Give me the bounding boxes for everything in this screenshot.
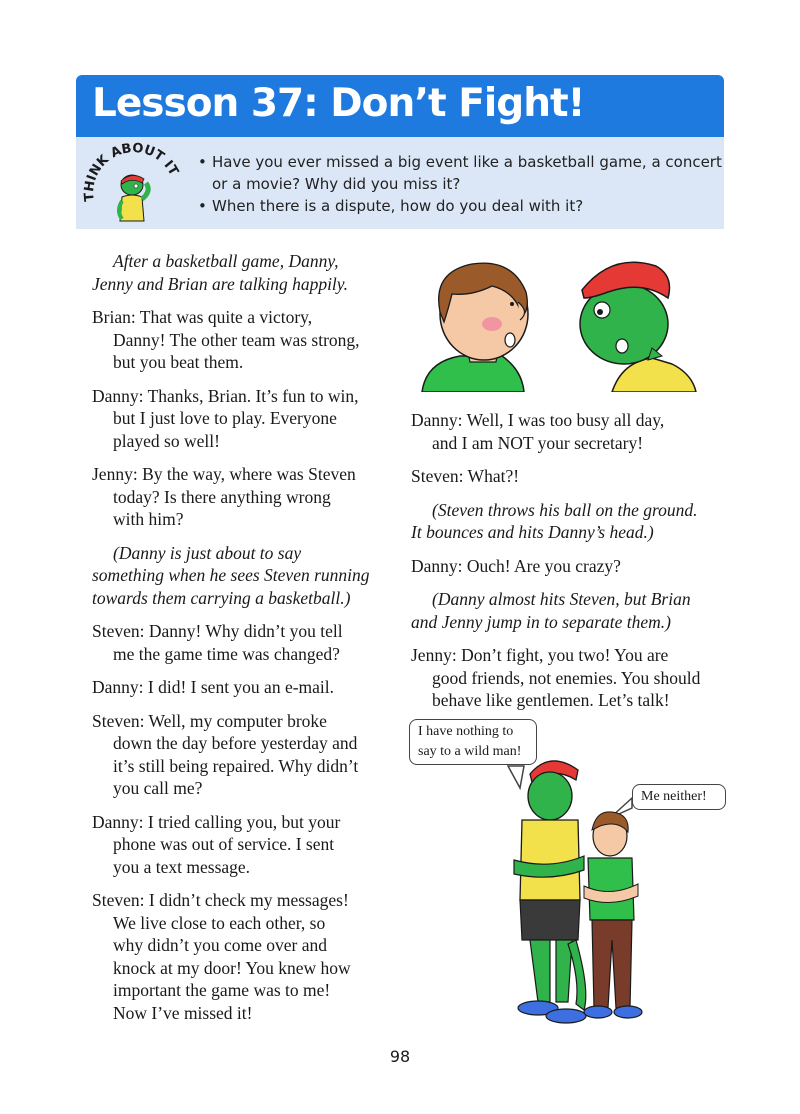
dialogue-line: Danny: Ouch! Are you crazy? [411, 555, 621, 576]
think-about-it-box [76, 137, 724, 229]
dialogue-left-column [92, 250, 394, 1035]
dialogue-line: Danny: Well, I was too busy all day, and I am NOT your secretary! [411, 410, 665, 453]
dialogue-line: Jenny: By the way, where was Steven today? Is there anything wrong with him? [92, 464, 356, 529]
standoff-illustration [480, 740, 660, 1030]
dialogue-line: Steven: I didn’t check my messages! We live close to each other, so why didn’t you come over and knock at my door! You knew how important the game was to me! Now I’ve missed it! [92, 890, 351, 1023]
page-number: 98 [389, 1047, 411, 1066]
dialogue-line: Danny: Thanks, Brian. It’s fun to win, but I just love to play. Everyone played so well! [92, 385, 359, 451]
think-about-it-label: THINK ABOUT IT [82, 141, 181, 203]
think-bullet: • When there is a dispute, how do you deal with it? [198, 197, 584, 215]
lesson-title: Lesson 37: Don’t Fight! [92, 81, 585, 126]
steven-speech-bubble: I have nothing to say to a wild man! [409, 719, 537, 765]
argument-illustration [412, 252, 702, 392]
danny-face-illustration [422, 263, 528, 392]
steven-body-illustration [514, 761, 586, 1023]
think-about-it-mascot [82, 141, 182, 225]
danny-speech-bubble: Me neither! [632, 784, 726, 810]
steven-face-illustration [580, 262, 696, 392]
stage-direction: (Steven throws his ball on the ground. It bounces and hits Danny’s head.) [411, 499, 698, 542]
dialogue-right-column [411, 409, 733, 723]
dialogue-line: Danny: I did! I sent you an e-mail. [92, 677, 335, 697]
dialogue-line: Danny: I tried calling you, but your phone was out of service. I sent you a text message. [92, 811, 341, 877]
danny-body-illustration [584, 812, 642, 1018]
think-about-it-list [198, 151, 722, 217]
think-bullet: • Have you ever missed a big event like a basketball game, a concert or a movie? Why did you miss it? [198, 153, 722, 193]
dialogue-line: Brian: That was quite a victory, Danny! The other team was strong, but you beat them. [92, 307, 360, 372]
stage-direction: (Danny is just about to say something when he sees Steven running towards them carrying a basketball.) [92, 542, 370, 608]
dialogue-line: Steven: Well, my computer broke down the day before yesterday and it’s still being repaired. Why didn’t you call me? [92, 710, 359, 798]
dialogue-line: Jenny: Don’t fight, you two! You are good friends, not enemies. You should behave like gentlemen. Let’s talk! [411, 645, 701, 710]
stage-direction: After a basketball game, Danny, Jenny and Brian are talking happily. [92, 251, 348, 294]
dialogue-line: Steven: Danny! Why didn’t you tell me the game time was changed? [92, 621, 343, 664]
dialogue-line: Steven: What?! [411, 466, 520, 486]
lesson-banner [76, 75, 724, 137]
stage-direction: (Danny almost hits Steven, but Brian and Jenny jump in to separate them.) [411, 589, 691, 632]
